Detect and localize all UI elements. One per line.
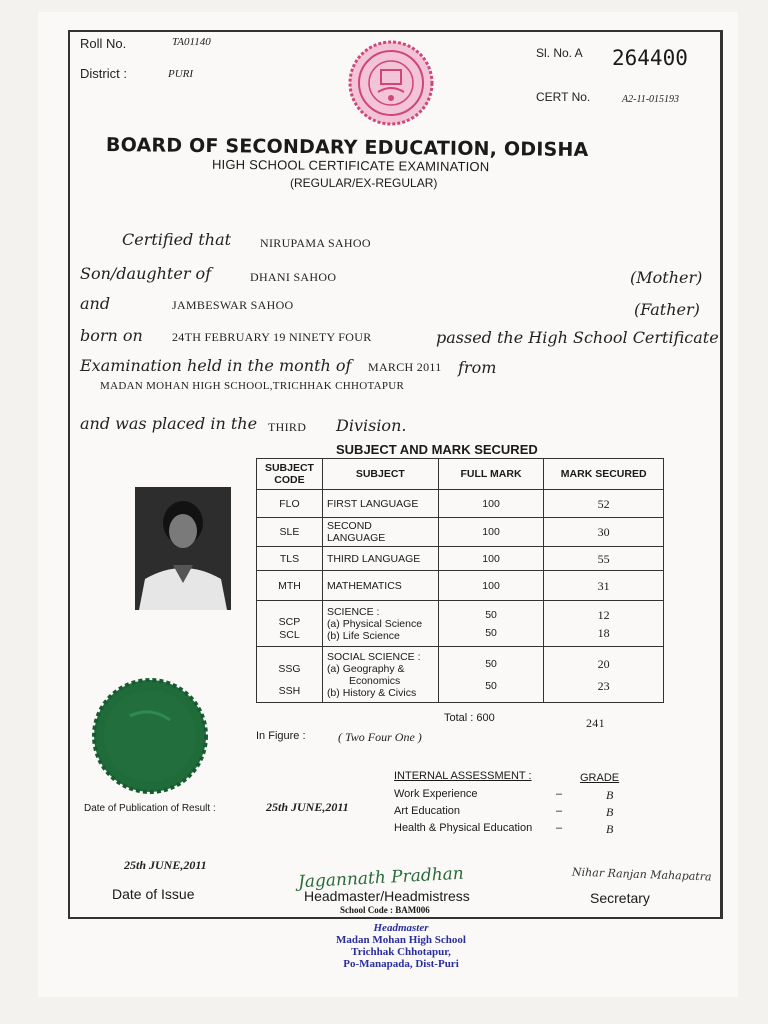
table-row bbox=[257, 518, 664, 547]
full-mark: 100 bbox=[438, 490, 544, 518]
subject-code: FLO bbox=[257, 490, 323, 518]
ia-item-dash: – bbox=[556, 822, 563, 834]
division-value: THIRD bbox=[268, 420, 307, 434]
subject-code bbox=[257, 601, 323, 647]
code-line: SCL bbox=[279, 628, 300, 641]
stamp-line: Madan Mohan High School bbox=[336, 934, 466, 946]
code-line: SCP bbox=[278, 615, 301, 628]
stamp-line: Trichhak Chhotapur, bbox=[351, 946, 451, 958]
subject-code: MTH bbox=[257, 571, 323, 601]
subject-name bbox=[322, 601, 438, 647]
header-full-mark: FULL MARK bbox=[438, 459, 544, 490]
header-subject-code: SUBJECT CODE bbox=[257, 459, 323, 490]
cert-label: CERT No. bbox=[536, 90, 591, 104]
full-mark: 100 bbox=[438, 547, 544, 571]
total-value: 241 bbox=[586, 716, 605, 730]
table-row bbox=[257, 647, 664, 703]
roll-label: Roll No. bbox=[80, 36, 127, 51]
subject-name: THIRD LANGUAGE bbox=[322, 547, 438, 571]
table-row bbox=[257, 547, 664, 571]
subject-line: (b) History & Civics bbox=[326, 686, 417, 699]
full-mark-line: 50 bbox=[485, 626, 497, 639]
candidate-name: NIRUPAMA SAHOO bbox=[260, 236, 371, 250]
ia-item-grade: B bbox=[606, 822, 614, 836]
stamp-line: Po-Manapada, Dist-Puri bbox=[343, 958, 459, 970]
mark-secured bbox=[544, 601, 664, 647]
marks-table bbox=[256, 458, 664, 703]
father-tag: (Father) bbox=[634, 300, 700, 319]
born-label: born on bbox=[80, 326, 143, 345]
mark-secured-line: 18 bbox=[597, 625, 610, 640]
headmaster-signature: Jagannath Pradhan bbox=[297, 863, 465, 893]
full-mark bbox=[438, 647, 544, 703]
mark-secured: 31 bbox=[544, 571, 664, 601]
exam-title: HIGH SCHOOL CERTIFICATE EXAMINATION bbox=[211, 156, 490, 175]
full-mark-line: 50 bbox=[485, 657, 497, 670]
subject-code: TLS bbox=[257, 547, 323, 571]
mark-secured-line: 12 bbox=[597, 607, 610, 622]
division-label: Division. bbox=[336, 416, 407, 435]
ia-item-name: Health & Physical Education bbox=[394, 822, 533, 834]
table-row bbox=[257, 571, 664, 601]
in-figure-value: ( Two Four One ) bbox=[338, 730, 422, 744]
subject-name bbox=[322, 647, 438, 703]
ia-item-name: Art Education bbox=[394, 805, 461, 817]
mark-secured: 30 bbox=[544, 518, 664, 547]
internal-assessment-heading: INTERNAL ASSESSMENT : bbox=[394, 770, 532, 782]
subject-line: Economics bbox=[348, 674, 401, 687]
full-mark-line: 50 bbox=[485, 608, 497, 621]
subject-code bbox=[257, 647, 323, 703]
candidate-photo bbox=[135, 487, 231, 610]
code-line: SSH bbox=[278, 684, 301, 697]
roll-value: TA01140 bbox=[172, 36, 211, 48]
ia-item-grade: B bbox=[606, 805, 614, 819]
grade-heading: GRADE bbox=[580, 772, 620, 784]
headmaster-label: Headmaster/Headmistress bbox=[304, 888, 470, 904]
district-label: District : bbox=[80, 66, 127, 81]
mother-name: DHANI SAHOO bbox=[250, 270, 337, 284]
full-mark: 100 bbox=[438, 518, 544, 547]
school-stamp bbox=[316, 922, 486, 970]
subject-line: SCIENCE : bbox=[326, 605, 380, 618]
exam-type: (REGULAR/EX-REGULAR) bbox=[290, 176, 438, 190]
and-label: and bbox=[80, 294, 111, 313]
embossed-seal-icon bbox=[90, 676, 210, 796]
school-name: MADAN MOHAN HIGH SCHOOL,TRICHHAK CHHOTAPUR bbox=[100, 380, 405, 392]
full-mark-line: 50 bbox=[485, 679, 497, 692]
exam-held-label: Examination held in the month of bbox=[80, 356, 352, 375]
subject-name bbox=[322, 518, 438, 547]
table-row bbox=[257, 601, 664, 647]
mark-secured bbox=[544, 647, 664, 703]
issue-label: Date of Issue bbox=[112, 886, 195, 902]
ia-item-dash: – bbox=[556, 805, 563, 817]
subject-line: (a) Geography & bbox=[326, 662, 405, 675]
district-value: PURI bbox=[168, 68, 194, 80]
subject-line: (a) Physical Science bbox=[326, 617, 423, 630]
ia-item-dash: – bbox=[556, 788, 563, 800]
header-mark-secured: MARK SECURED bbox=[544, 459, 664, 490]
father-name: JAMBESWAR SAHOO bbox=[172, 298, 294, 312]
publication-label: Date of Publication of Result : bbox=[84, 803, 216, 814]
publication-date: 25th JUNE,2011 bbox=[266, 800, 349, 814]
ia-item-grade: B bbox=[606, 788, 614, 802]
from-label: from bbox=[458, 358, 497, 377]
total-label: Total : 600 bbox=[444, 712, 495, 724]
header-subject: SUBJECT bbox=[322, 459, 438, 490]
secretary-label: Secretary bbox=[590, 890, 650, 906]
cert-value: A2-11-015193 bbox=[622, 94, 680, 105]
subject-line: SECOND bbox=[326, 520, 372, 532]
subject-line: (b) Life Science bbox=[326, 629, 400, 642]
exam-month: MARCH 2011 bbox=[368, 360, 442, 374]
mark-secured-line: 23 bbox=[597, 678, 610, 693]
subject-line: LANGUAGE bbox=[326, 532, 386, 544]
table-row bbox=[257, 490, 664, 518]
marks-heading: SUBJECT AND MARK SECURED bbox=[336, 442, 538, 457]
board-seal-icon bbox=[348, 40, 434, 126]
school-code: School Code : BAM006 bbox=[340, 905, 430, 915]
ia-item-name: Work Experience bbox=[394, 788, 478, 800]
secretary-signature: Nihar Ranjan Mahapatra bbox=[571, 865, 712, 884]
code-line: SSG bbox=[278, 662, 301, 675]
certified-label: Certified that bbox=[122, 230, 232, 249]
mother-tag: (Mother) bbox=[630, 268, 703, 287]
stamp-line: Headmaster bbox=[373, 922, 429, 934]
mark-secured: 55 bbox=[544, 547, 664, 571]
mark-secured-line: 20 bbox=[597, 656, 610, 671]
placed-label: and was placed in the bbox=[80, 414, 258, 433]
child-of-label: Son/daughter of bbox=[80, 264, 212, 283]
full-mark: 100 bbox=[438, 571, 544, 601]
board-title: BOARD OF SECONDARY EDUCATION, ODISHA bbox=[105, 134, 589, 162]
subject-line: SOCIAL SCIENCE : bbox=[326, 650, 421, 663]
mark-secured: 52 bbox=[544, 490, 664, 518]
full-mark bbox=[438, 601, 544, 647]
subject-name: MATHEMATICS bbox=[322, 571, 438, 601]
date-of-birth: 24TH FEBRUARY 19 NINETY FOUR bbox=[172, 330, 372, 344]
subject-code: SLE bbox=[257, 518, 323, 547]
passed-label: passed the High School Certificate bbox=[436, 328, 719, 347]
serial-label: Sl. No. A bbox=[536, 46, 583, 60]
in-figure-label: In Figure : bbox=[256, 730, 306, 742]
subject-name: FIRST LANGUAGE bbox=[322, 490, 438, 518]
serial-value: 264400 bbox=[612, 46, 688, 70]
issue-date: 25th JUNE,2011 bbox=[124, 858, 207, 872]
